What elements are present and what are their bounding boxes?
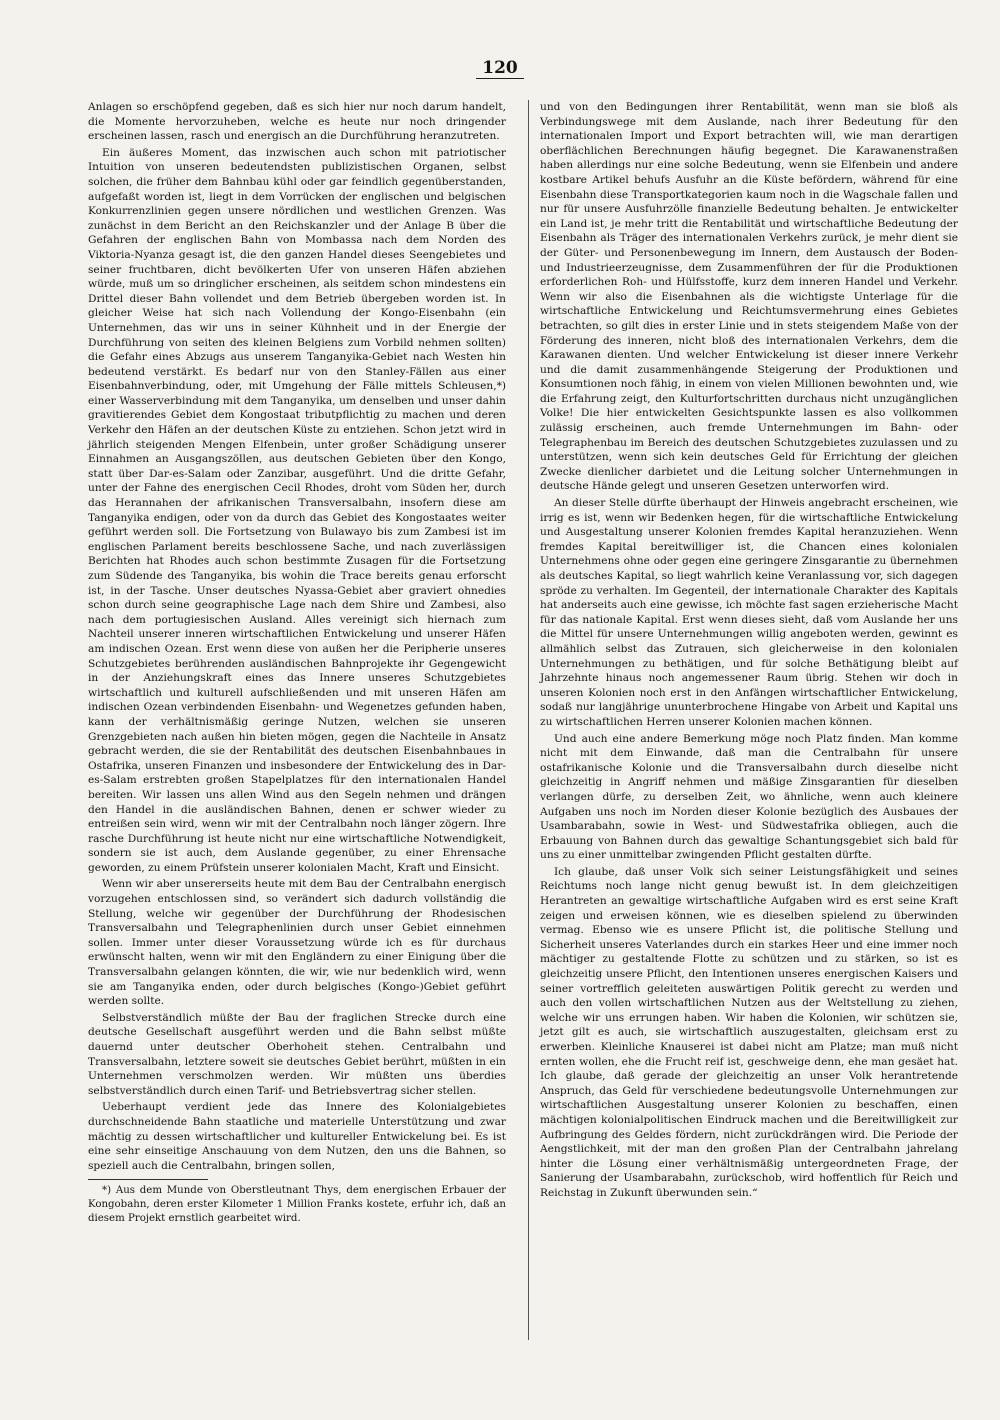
page-number: 120 (0, 58, 1000, 78)
paragraph: Und auch eine andere Bemerkung möge noch Platz finden. Man komme nicht mit dem Einwande, daß man die Centralbahn für unsere ostafrikanische Kolonie und die Transversalbahn durch dieselbe nicht gleichzeitig in Angriff nehmen und mäßige Zinsgarantien für dieselben verlangen dürfe, zu derselben Zeit, wo ähnliche, wenn auch kleinere Aufgaben uns noch im Norden dieser Kolonie bezüglich des Ausbaues der Usambarabahn, sowie in West- und Südwestafrika obliegen, auch die Erbauung von Bahnen durch das gewaltige Schantungsgebiet sich bald für uns zu einer unmittelbar zwingenden Pflicht gestalten dürfte. (540, 732, 958, 862)
paragraph: An dieser Stelle dürfte überhaupt der Hinweis angebracht erscheinen, wie irrig es ist, wenn wir Bedenken hegen, für die wirtschaftliche Entwickelung und Ausgestaltung unserer Kolonien fremdes Kapital heranzuziehen. Wenn fremdes Kapital bereitwilliger ist, die Chancen eines kolonialen Unternehmens ohne oder gegen eine geringere Zinsgarantie zu übernehmen als deutsches Kapital, so liegt wahrlich keine Veranlassung vor, sich dagegen spröde zu verhalten. Im Gegenteil, der internationale Charakter des Kapitals hat anderseits auch eine gewisse, ich möchte fast sagen erzieherische Macht für das nationale Kapital. Erst wenn dieses sieht, daß vom Auslande her uns die Mittel für unsere Unternehmungen willig angeboten werden, gewinnt es allmählich selbst das Zutrauen, sich gleicherweise in den kolonialen Unternehmungen zu bethätigen, und für solche Bethätigung bleibt auf Jahrzehnte hinaus noch angemessener Raum übrig. Stehen wir doch in unseren Kolonien noch erst in den Anfängen wirtschaftlicher Entwickelung, sodaß nur langjährige ununterbrochene Hingabe von Arbeit und Kapital uns zu wirtschaftlichen Herren unserer Kolonien machen können. (540, 497, 958, 728)
paragraph: Ein äußeres Moment, das inzwischen auch schon mit patriotischer Intuition von unseren bedeutendsten publizistischen Organen, selbst solchen, die früher dem Bahnbau kühl oder gar feindlich gegenüberstanden, aufgefaßt worden ist, liegt in dem Vorrücken der englischen und belgischen Konkurrenzlinien gegen unsere nördlichen und westlichen Grenzen. Was zunächst in dem Bericht an den Reichskanzler und der Anlage B über die Gefahren der englischen Bahn von Mombassa nach dem Norden des Viktoria-Nyanza gesagt ist, die den ganzen Handel dieses Seengebietes und seiner fruchtbaren, dicht bevölkerten Ufer von unseren Häfen abziehen würde, muß um so dringlicher erscheinen, als seitdem schon mindestens ein Drittel dieser Bahn vollendet und dem Betrieb übergeben worden ist. In gleicher Weise hat sich nach Vollendung der Kongo-Eisenbahn (ein Unternehmen, das wir uns in seiner Kühnheit und in der Energie der Durchführung von seiten des kleinen Belgiens zum Vorbild nehmen sollten) die Gefahr eines Abzugs aus unserem Tanganyika-Gebiet nach Westen hin bedeutend verstärkt. Es bedarf nur von den Stanley-Fällen aus einer Eisenbahnverbindung, oder, mit Umgehung der Fälle mittels Schleusen,*) einer Wasserverbindung mit dem Tanganyika, um denselben und unser dahin gravitierendes Gebiet dem Kongostaat tributpflichtig zu machen und deren Verkehr den Häfen an der deutschen Küste zu entziehen. Schon jetzt wird in jährlich steigenden Mengen Elfenbein, unter großer Schädigung unserer Einnahmen an Ausgangszöllen, aus deutschen Gebieten über den Kongo, statt über Dar-es-Salam oder Zanzibar, ausgeführt. Und die dritte Gefahr, unter der Fahne des energischen Cecil Rhodes, droht vom Süden her, durch das Herannahen der afrikanischen Transversalbahn, insofern diese am Tanganyika endigen, oder von da durch das Gebiet des Kongostaates weiter geführt werden soll. Die Fortsetzung von Bulawayo bis zum Zambesi ist im englischen Parlament bereits beschlossene Sache, und nach zuverlässigen Berichten hat Rhodes auch schon bestimmte Zusagen für die Fortsetzung zum Südende des Tanganyika, bis wohin die Trace bereits genau erforscht ist, in der Tasche. Unser deutsches Nyassa-Gebiet aber graviert ohnedies schon durch seine geographische Lage nach dem Shire und Zambesi, also nach dem portugiesischen Ausland. Alles vereinigt sich hiernach zum Nachteil unserer inneren wirtschaftlichen Entwickelung und unserer Häfen am indischen Ozean. Erst wenn diese von außen her die Peripherie unseres Schutzgebietes berührenden ausländischen Bahnprojekte ihr Gegengewicht in der Anziehungskraft eines das Innere unseres Schutzgebietes wirtschaftlich und kulturell aufschließenden und mit unseren Häfen am indischen Ozean verbindenden Eisenbahn- und Wegenetzes gefunden haben, kann der verhältnismäßig geringe Nutzen, welchen sie unseren Grenzgebieten nach außen hin bieten mögen, gegen die Nachteile in Ansatz gebracht werden, die sie der Rentabilität des deutschen Eisenbahnbaues in Ostafrika, unseren Finanzen und insbesondere der Entwickelung des in Dar-es-Salam erstrebten großen Stapelplatzes für den internationalen Handel bereiten. Wir lassen uns allen Wind aus den Segeln nehmen und drängen den Handel in die ausländischen Bahnen, denen er schwer wieder zu entreißen sein wird, wenn wir mit der Centralbahn noch länger zögern. Ihre rasche Durchführung ist heute nicht nur eine wirtschaftliche Notwendigkeit, sondern sie ist auch, dem Auslande gegenüber, zu einer Ehrensache geworden, zu einem Prüfstein unserer kolonialen Macht, Kraft und Einsicht. (88, 146, 506, 874)
right-column (540, 100, 958, 1203)
paragraph: Wenn wir aber unsererseits heute mit dem Bau der Centralbahn energisch vorzugehen entschlossen sind, so verändert sich dadurch vollständig die Stellung, welche wir gegenüber der Durchführung der Rhodesischen Transversalbahn und Telegraphenlinien durch unser Gebiet einnehmen sollen. Immer unter dieser Voraussetzung würde ich es für durchaus erwünscht halten, wenn wir mit den Engländern zu einer Einigung über die Transversalbahn gelangen könnten, die wir, wie nur bedenklich wird, wenn sie am Tanganyika enden, oder durch belgisches (Kongo-)Gebiet geführt werden sollte. (88, 878, 506, 1008)
paragraph: Ueberhaupt verdient jede das Innere des Kolonialgebietes durchschneidende Bahn staatliche und materielle Unterstützung und zwar mächtig zu dessen wirtschaftlicher und kultureller Entwickelung bei. Es ist eine sehr einseitige Anschauung von dem Nutzen, den uns die Bahnen, so speziell auch die Centralbahn, bringen sollen, (88, 1101, 506, 1172)
footnote-rule (88, 1179, 208, 1180)
footnote: *) Aus dem Munde von Oberstleutnant Thys, dem energischen Erbauer der Kongobahn, deren erster Kilometer 1 Million Franks kostete, erfuhr ich, daß an diesem Projekt ernstlich gearbeitet wird. (88, 1185, 506, 1224)
column-divider (528, 100, 529, 1340)
paragraph: und von den Bedingungen ihrer Rentabilität, wenn man sie bloß als Verbindungswege mit dem Auslande, nach ihrer Bedeutung für den internationalen Import und Export betrachten will, wie man derartigen oberflächlichen Berechnungen häufig begegnet. Die Karawanenstraßen haben allerdings nur eine solche Bedeutung, wenn sie Elfenbein und andere kostbare Artikel behufs Ausfuhr an die Küste befördern, während für eine Eisenbahn diese Transportkategorien kaum noch in die Wagschale fallen und nur für unsere Ausfuhrzölle finanzielle Bedeutung behalten. Je entwickelter ein Land ist, je mehr tritt die Rentabilität und wirtschaftliche Bedeutung der Eisenbahn als Träger des internationalen Verkehrs zurück, je mehr dient sie der Güter- und Personenbewegung im Innern, dem Austausch der Boden- und Industrieerzeugnisse, dem Zusammenführen der für die Produktionen erforderlichen Roh- und Hülfsstoffe, kurz dem inneren Handel und Verkehr. Wenn wir also die Eisenbahnen als die wichtigste Unterlage für die wirtschaftliche Entwickelung und Reichtumsvermehrung eines Gebietes betrachten, so gilt dies in erster Linie und in stets steigendem Maße von der Förderung des inneren, nicht bloß des internationalen Verkehrs, dem die Karawanen dienten. Und welcher Entwickelung ist dieser innere Verkehr und die damit zusammenhängende Steigerung der Produktionen und Konsumtionen noch fähig, in einem von vielen Millionen bewohnten und, wie die Erfahrung zeigt, den Kulturfortschritten durchaus nicht unzugänglichen Volke! Die hier entwickelten Gesichtspunkte lassen es also vollkommen zulässig erscheinen, auch fremde Unternehmungen im Bahn- oder Telegraphenbau im Bereich des deutschen Schutzgebietes zuzulassen und zu unterstützen, wenn sich kein deutsches Geld für Errichtung der gleichen Zwecke dienlicher darbietet und die Leitung solcher Unternehmungen in deutsche Hände gelegt und unseren Gesetzen unterworfen wird. (540, 101, 958, 493)
paragraph: Anlagen so erschöpfend gegeben, daß es sich hier nur noch darum handelt, die Momente hervorzuheben, welche es heute nur noch dringender erscheinen lassen, rasch und energisch an die Durchführung heranzutreten. (88, 101, 506, 143)
paragraph: Selbstverständlich müßte der Bau der fraglichen Strecke durch eine deutsche Gesellschaft ausgeführt werden und die Bahn selbst müßte dauernd unter deutscher Oberhoheit stehen. Centralbahn und Transversalbahn, letztere soweit sie deutsches Gebiet berührt, müßten in ein Unternehmen verschmolzen werden. Wir müßten uns überdies selbstverständlich durch einen Tarif- und Betriebsvertrag sicher stellen. (88, 1011, 506, 1097)
left-column (88, 100, 506, 1228)
paragraph: Ich glaube, daß unser Volk sich seiner Leistungsfähigkeit und seines Reichtums noch lange nicht genug bewußt ist. In dem gleichzeitigen Herantreten an gewaltige wirtschaftliche Aufgaben wird es erst seine Kraft zeigen und erweisen können, wie es dieselben spielend zu überwinden vermag. Ebenso wie es unsere Pflicht ist, die politische Stellung und Sicherheit unseres Vaterlandes durch ein starkes Heer und eine immer noch mächtiger zu gestaltende Flotte zu schützen und zu stärken, so ist es gleichzeitig unsere Pflicht, den Intentionen unseres energischen Kaisers und seiner vortrefflich geleiteten auswärtigen Politik gerecht zu werden und auch den vollen wirtschaftlichen Nutzen aus der Weltstellung zu ziehen, welche wir uns errungen haben. Wir haben die Kolonien, wir schützen sie, jetzt gilt es auch, sie wirtschaftlich auszugestalten, gleichsam erst zu erwerben. Kleinliche Knauserei ist dabei nicht am Platze; man muß nicht ernten wollen, ehe die Frucht reif ist, geschweige denn, ehe man gesäet hat. Ich glaube, daß gerade der gleichzeitig an unser Volk herantretende Anspruch, das Geld für verschiedene bedeutungsvolle Unternehmungen zur wirtschaftlichen Ausgestaltung unserer Kolonien zu beschaffen, einen mächtigen kolonialpolitischen Eindruck machen und die Bereitwilligkeit zur Aufbringung des Geldes fördern, nicht zurückdrängen wird. Die Periode der Aengstlichkeit, mit der man den großen Plan der Centralbahn jahrelang hinter die Lösung einer verhältnismäßig untergeordneten Frage, der Sanierung der Usambarabahn, zurückschob, wird hoffentlich für Reich und Reichstag in Zukunft überwunden sein.“ (540, 865, 958, 1199)
